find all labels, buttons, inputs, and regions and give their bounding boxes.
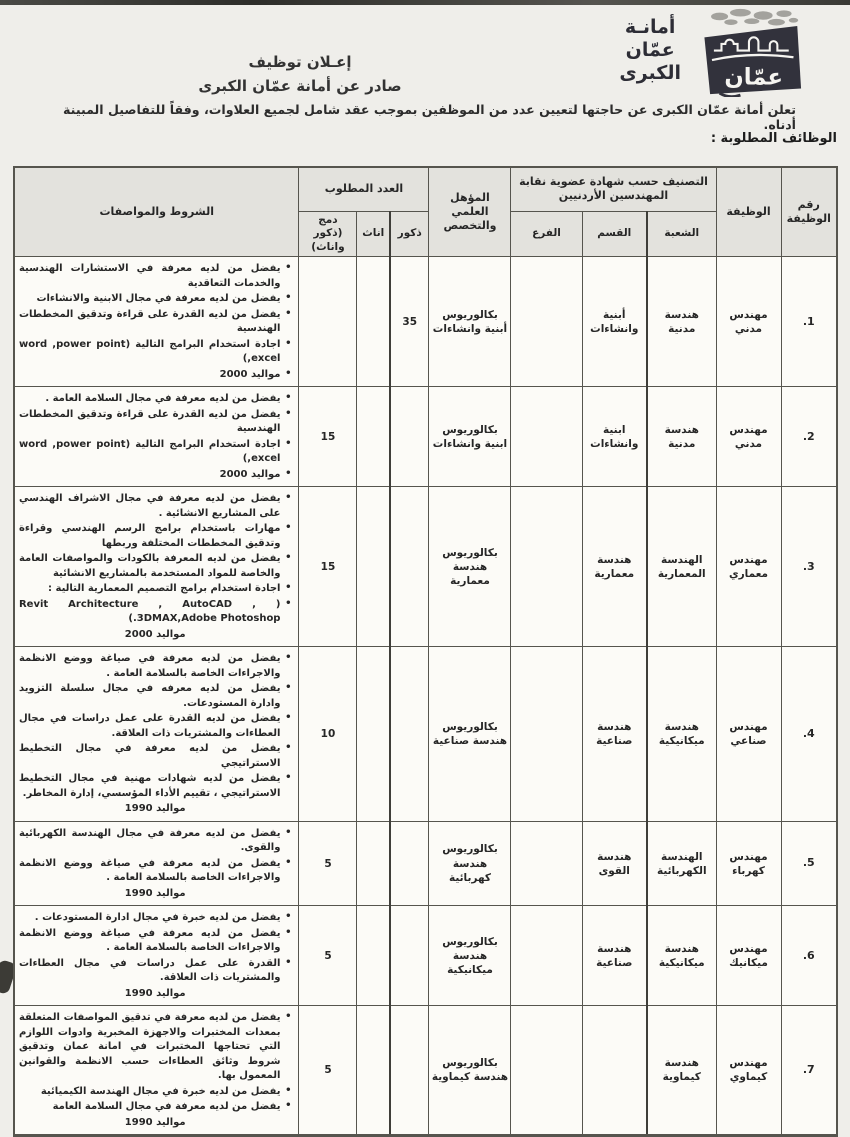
combined-count-cell bbox=[299, 257, 357, 387]
bullet-icon: • bbox=[285, 742, 292, 754]
condition-text: يفضل من لديه معرفة في تدقيق المواصفات المتعلقة بمعدات المختبرات والاجهزة المخبرية وادوات اللوازم التي تحتاجها المختبرات في امانة عمان وتدقيق شروط وثائق العطاءات حسب الانظمة والقوانين المعمول بها. bbox=[18, 1012, 281, 1082]
division-cell: هندسة ميكانيكية bbox=[647, 906, 716, 1006]
amman-citadel-emblem-icon bbox=[690, 7, 806, 97]
qualification-cell: بكالوريوس هندسة ميكانيكية bbox=[429, 906, 511, 1006]
bullet-icon: • bbox=[285, 582, 292, 594]
bullet-icon: • bbox=[285, 467, 292, 479]
condition-item bbox=[19, 1116, 292, 1131]
condition-item bbox=[19, 1085, 292, 1100]
condition-item bbox=[19, 598, 292, 627]
condition-item bbox=[19, 827, 292, 856]
condition-item bbox=[19, 652, 292, 681]
department-cell bbox=[582, 1006, 647, 1136]
jobs-table bbox=[13, 166, 838, 1137]
conditions-cell bbox=[14, 387, 299, 487]
header-males: ذكور bbox=[390, 211, 429, 257]
condition-item bbox=[19, 368, 292, 383]
condition-item bbox=[19, 392, 292, 407]
condition-text: مواليد 1990 bbox=[124, 887, 186, 899]
conditions-cell bbox=[14, 821, 299, 906]
department-cell: هندسة صناعية bbox=[582, 906, 647, 1006]
bullet-icon: • bbox=[285, 392, 292, 404]
section-label: الوظائف المطلوبة : bbox=[710, 131, 837, 146]
condition-text: القدرة على عمل دراسات في مجال العطاءات والمشتريات ذات العلاقة. bbox=[18, 957, 281, 984]
condition-item bbox=[19, 987, 292, 1002]
condition-item bbox=[19, 911, 292, 926]
header-qualification: المؤهل العلمي والتخصص bbox=[429, 167, 511, 257]
announcement-title-block bbox=[150, 50, 450, 98]
females-count-cell bbox=[357, 1006, 390, 1136]
condition-item bbox=[19, 682, 292, 711]
division-cell: الهندسة الكهربائية bbox=[647, 821, 716, 906]
bullet-icon: • bbox=[285, 1100, 292, 1112]
condition-item bbox=[19, 857, 292, 886]
condition-item bbox=[19, 742, 292, 771]
males-count-cell bbox=[390, 387, 429, 487]
header-job-title: الوظيفة bbox=[716, 167, 781, 257]
condition-text: يفضل من لديه القدرة على قراءة وتدقيق المخططات الهندسية bbox=[18, 408, 281, 435]
job-number-cell: .5 bbox=[781, 821, 837, 906]
table-row bbox=[14, 387, 837, 487]
bullet-icon: • bbox=[285, 337, 292, 349]
condition-item bbox=[19, 522, 292, 551]
logo-wordmark bbox=[619, 16, 681, 85]
females-count-cell bbox=[357, 821, 390, 906]
bullet-icon: • bbox=[285, 292, 292, 304]
division-cell: هندسة كيماوية bbox=[647, 1006, 716, 1136]
table-row bbox=[14, 821, 837, 906]
table-row bbox=[14, 906, 837, 1006]
conditions-cell bbox=[14, 1006, 299, 1136]
branch-cell bbox=[511, 821, 582, 906]
condition-text: يفضل من لديه معرفة في مجال الاشراف الهندسي على المشاريع الانشائية . bbox=[18, 493, 281, 519]
bullet-icon: • bbox=[285, 652, 292, 664]
header-job-number: رقم الوظيفة bbox=[781, 167, 837, 257]
header-division: الشعبة bbox=[647, 211, 716, 257]
jobs-table-body bbox=[14, 257, 837, 1136]
bullet-icon: • bbox=[285, 926, 292, 938]
division-cell: الهندسة المعمارية bbox=[647, 487, 716, 647]
branch-cell bbox=[511, 487, 582, 647]
conditions-cell bbox=[14, 487, 299, 647]
qualification-cell: بكالوريوس هندسة كهربائية bbox=[429, 821, 511, 906]
table-row bbox=[14, 647, 837, 822]
condition-text: يفضل من لديه معرفة في الاستشارات الهندسية والخدمات التعاقدية bbox=[18, 263, 281, 289]
header-conditions: الشروط والمواصفات bbox=[14, 167, 299, 257]
branch-cell bbox=[511, 1006, 582, 1136]
table-row bbox=[14, 1006, 837, 1136]
job-number-cell: .2 bbox=[781, 387, 837, 487]
bullet-icon: • bbox=[285, 1011, 292, 1023]
females-count-cell bbox=[357, 487, 390, 647]
condition-text: يفضل من لديه معرفة في مجال الهندسة الكهربائية والقوى. bbox=[18, 827, 281, 854]
logo-text-line1: أمانـة bbox=[624, 16, 676, 38]
condition-item bbox=[19, 308, 292, 337]
branch-cell bbox=[511, 257, 582, 387]
qualification-cell: بكالوريوس هندسة كيماوية bbox=[429, 1006, 511, 1136]
condition-item bbox=[19, 802, 292, 817]
females-count-cell bbox=[357, 906, 390, 1006]
header-branch: الفرع bbox=[511, 211, 582, 257]
condition-text: يفضل من لديه القدرة على عمل دراسات في مجال العطاءات والمشتريات ذات العلاقة. bbox=[18, 713, 281, 739]
header-females: اناث bbox=[357, 211, 390, 257]
bullet-icon: • bbox=[285, 911, 292, 923]
amman-municipality-logo bbox=[619, 7, 806, 97]
qualification-cell: بكالوريوس هندسة معمارية bbox=[429, 487, 511, 647]
condition-text: مواليد 1990 bbox=[124, 1116, 186, 1128]
condition-text: يفضل من لديه معرفة في صياغة ووضع الانظمة والاجراءات الخاصة بالسلامة العامة . bbox=[18, 653, 281, 679]
conditions-cell bbox=[14, 906, 299, 1006]
job-number-cell: .7 bbox=[781, 1006, 837, 1136]
condition-item bbox=[19, 468, 292, 483]
qualification-cell: بكالوريوس هندسة صناعية bbox=[429, 647, 511, 822]
condition-text: مواليد 2000 bbox=[124, 628, 186, 640]
conditions-cell bbox=[14, 647, 299, 822]
males-count-cell: 35 bbox=[390, 257, 429, 387]
condition-item bbox=[19, 438, 292, 467]
job-title-cell: مهندس معماري bbox=[716, 487, 781, 647]
branch-cell bbox=[511, 387, 582, 487]
bullet-icon: • bbox=[285, 1084, 292, 1096]
combined-count-cell: 5 bbox=[299, 906, 357, 1006]
division-cell: هندسة مدنية bbox=[647, 387, 716, 487]
combined-count-cell: 15 bbox=[299, 487, 357, 647]
department-cell: هندسة صناعية bbox=[582, 647, 647, 822]
bullet-icon: • bbox=[285, 522, 292, 534]
combined-count-cell: 15 bbox=[299, 387, 357, 487]
job-number-cell: .3 bbox=[781, 487, 837, 647]
svg-text:عمّان: عمّان bbox=[724, 64, 784, 91]
department-cell: هندسة القوى bbox=[582, 821, 647, 906]
females-count-cell bbox=[357, 647, 390, 822]
bullet-icon: • bbox=[285, 712, 292, 724]
females-count-cell bbox=[357, 387, 390, 487]
bullet-icon: • bbox=[285, 552, 292, 564]
department-cell: ابنية وانشاءات bbox=[582, 387, 647, 487]
qualification-cell: بكالوريوس ابنية وانشاءات bbox=[429, 387, 511, 487]
condition-item bbox=[19, 262, 292, 291]
condition-item bbox=[19, 408, 292, 437]
condition-item bbox=[19, 1011, 292, 1084]
job-title-cell: مهندس كهرباء bbox=[716, 821, 781, 906]
condition-text: مواليد 2000 bbox=[219, 368, 281, 380]
job-number-cell: .4 bbox=[781, 647, 837, 822]
condition-text: يفضل من لديه معرفة في مجال السلامة العامة bbox=[52, 1101, 281, 1113]
males-count-cell bbox=[390, 647, 429, 822]
condition-item bbox=[19, 552, 292, 581]
condition-text: يفضل من لديه شهادات مهنية في مجال التخطيط الاستراتيجي ، تقييم الأداء المؤسسي، إدارة المخاطر. bbox=[18, 773, 281, 799]
bullet-icon: • bbox=[285, 437, 292, 449]
bullet-icon: • bbox=[285, 826, 292, 838]
job-title-cell: مهندس مدني bbox=[716, 387, 781, 487]
condition-item bbox=[19, 582, 292, 597]
condition-text: يفضل من لديه معرفة في صياغة ووضع الانظمة والاجراءات الخاصة بالسلامة العامة . bbox=[18, 927, 281, 954]
condition-text: يفضل من لديه معرفة في مجال التخطيط الاستراتيجي bbox=[18, 743, 281, 769]
bullet-icon: • bbox=[285, 856, 292, 868]
condition-item bbox=[19, 712, 292, 741]
intro-paragraph: تعلن أمانة عمّان الكبرى عن حاجتها لتعيين عدد من الموظفين بموجب عقد شامل لجميع العلاوات، وفقاً للتفاصيل المبينة أدناه. bbox=[63, 102, 796, 132]
condition-item bbox=[19, 772, 292, 801]
males-count-cell bbox=[390, 821, 429, 906]
condition-text: مهارات باستخدام برامج الرسم الهندسي وقراءة وتدقيق المخططات المختلفة وربطها bbox=[18, 523, 281, 549]
job-number-cell: .1 bbox=[781, 257, 837, 387]
table-row bbox=[14, 487, 837, 647]
condition-text: يفضل من لديه المعرفة بالكودات والمواصفات العامة والخاصة للمواد المستخدمة بالمشاريع الانشائية bbox=[18, 553, 281, 579]
condition-item bbox=[19, 887, 292, 902]
table-row bbox=[14, 257, 837, 387]
department-cell: هندسة معمارية bbox=[582, 487, 647, 647]
announcement-subtitle: صادر عن أمانة عمّان الكبرى bbox=[198, 77, 402, 95]
condition-item bbox=[19, 292, 292, 307]
condition-text: اجادة استخدام البرامج التالية (word ,power point ,excel) bbox=[18, 438, 281, 465]
bullet-icon: • bbox=[285, 492, 292, 504]
logo-text-line2: عمّان bbox=[625, 39, 675, 61]
header-combined: دمج (ذكور واناث) bbox=[299, 211, 357, 257]
condition-text: ( Revit Architecture , AutoCAD , 3DMAX,Adobe Photoshop.) bbox=[18, 598, 281, 625]
condition-text: يفضل من لديه معرفه في مجال سلسلة التزويد وادارة المستودعات. bbox=[18, 683, 281, 709]
combined-count-cell: 10 bbox=[299, 647, 357, 822]
males-count-cell bbox=[390, 1006, 429, 1136]
condition-text: مواليد 2000 bbox=[219, 468, 281, 480]
department-cell: أبنية وانشاءات bbox=[582, 257, 647, 387]
males-count-cell bbox=[390, 906, 429, 1006]
header-department: القسم bbox=[582, 211, 647, 257]
announcement-title: إعـلان توظيف bbox=[248, 53, 352, 71]
header-required-count-group: العدد المطلوب bbox=[299, 167, 429, 211]
job-title-cell: مهندس مدني bbox=[716, 257, 781, 387]
condition-text: يفضل من لديه معرفة في صياغة ووضع الانظمة والاجراءات الخاصة بالسلامة العامة . bbox=[18, 857, 281, 884]
condition-text: اجادة استخدام برامج التصميم المعمارية التالية : bbox=[48, 583, 281, 595]
header-classification-group: التصنيف حسب شهادة عضوية نقابة المهندسين الأردنيين bbox=[511, 167, 716, 211]
condition-item bbox=[19, 492, 292, 521]
bullet-icon: • bbox=[285, 307, 292, 319]
condition-text: يفضل من لديه خبرة في مجال الهندسة الكيميائية bbox=[40, 1085, 281, 1097]
condition-text: يفضل من لديه معرفة في مجال الابنية والانشاءات bbox=[36, 293, 281, 305]
condition-item bbox=[19, 927, 292, 956]
conditions-cell bbox=[14, 257, 299, 387]
condition-item bbox=[19, 338, 292, 367]
bullet-icon: • bbox=[285, 772, 292, 784]
bullet-icon: • bbox=[285, 682, 292, 694]
condition-item bbox=[19, 957, 292, 986]
condition-text: اجادة استخدام البرامج التالية (word ,power point ,excel) bbox=[18, 338, 281, 365]
condition-item bbox=[19, 1100, 292, 1115]
condition-text: يفضل من لديه معرفة في مجال السلامة العامة . bbox=[45, 393, 281, 405]
job-title-cell: مهندس كيماوي bbox=[716, 1006, 781, 1136]
condition-text: يفضل من لديه القدرة على قراءة وتدقيق المخططات الهندسية bbox=[18, 308, 281, 335]
branch-cell bbox=[511, 906, 582, 1006]
combined-count-cell: 5 bbox=[299, 821, 357, 906]
condition-item bbox=[19, 628, 292, 643]
job-number-cell: .6 bbox=[781, 906, 837, 1006]
combined-count-cell: 5 bbox=[299, 1006, 357, 1136]
bullet-icon: • bbox=[285, 407, 292, 419]
scan-edge-top bbox=[0, 0, 850, 5]
condition-text: مواليد 1990 bbox=[124, 987, 186, 999]
qualification-cell: بكالوريوس أبنية وانشاءات bbox=[429, 257, 511, 387]
bullet-icon: • bbox=[285, 262, 292, 274]
division-cell: هندسة مدنية bbox=[647, 257, 716, 387]
bullet-icon: • bbox=[285, 367, 292, 379]
job-title-cell: مهندس صناعي bbox=[716, 647, 781, 822]
females-count-cell bbox=[357, 257, 390, 387]
job-title-cell: مهندس ميكانيك bbox=[716, 906, 781, 1006]
table-header-row-1 bbox=[14, 167, 837, 211]
division-cell: هندسة ميكانيكية bbox=[647, 647, 716, 822]
logo-text-line3: الكبرى bbox=[619, 62, 681, 84]
bullet-icon: • bbox=[285, 956, 292, 968]
condition-text: مواليد 1990 bbox=[124, 803, 186, 815]
branch-cell bbox=[511, 647, 582, 822]
condition-text: يفضل من لديه خبرة في مجال ادارة المستودعات . bbox=[34, 912, 281, 924]
bullet-icon: • bbox=[285, 597, 292, 609]
males-count-cell bbox=[390, 487, 429, 647]
